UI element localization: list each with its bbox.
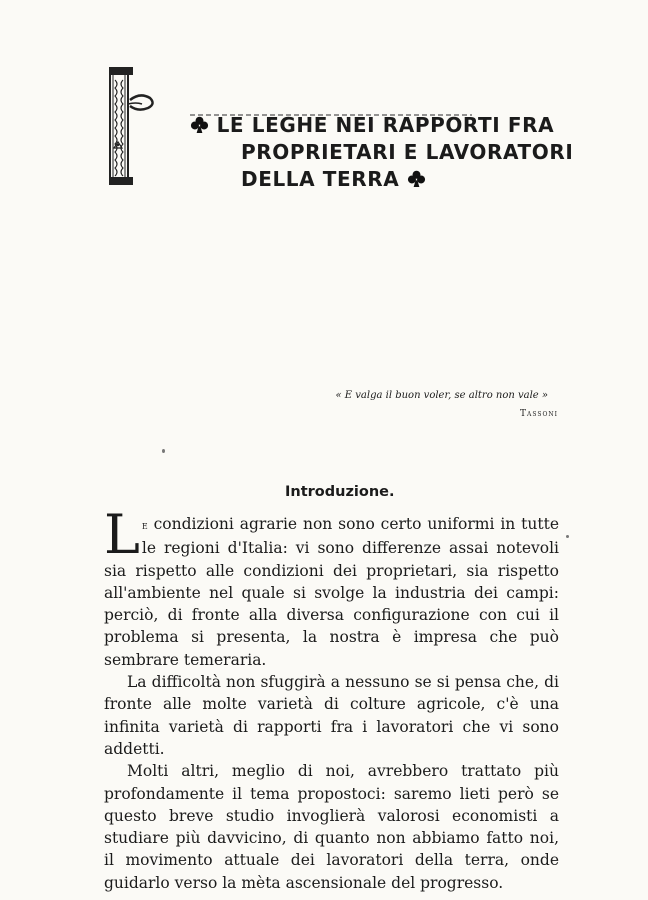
section-heading: Introduzione. xyxy=(285,484,395,500)
title-line-1 xyxy=(190,113,554,137)
paragraph-1 xyxy=(104,503,559,671)
drop-cap-continuation: e xyxy=(141,519,148,532)
title-text-2: PROPRIETARI E LAVORATORI xyxy=(241,140,574,164)
drop-cap: L xyxy=(104,503,140,566)
paragraph-1-text: condizioni agrarie non sono certo uniformi in tutte le regioni d'Italia: vi sono differenze assai notevoli sia rispetto alle condizioni dei proprietari, sia rispetto all'ambiente nel quale si svolge la industria dei campi: perciò, di fronte alla diversa configurazione con cui il problema si presenta, la nostra è impresa che può sembrare temeraria. xyxy=(104,515,559,669)
title-dashed-rule xyxy=(190,102,472,106)
paragraph-3: Molti altri, meglio di noi, avrebbero trattato più profondamente il tema propostoci: saremo lieti però se questo breve studio invoglierà valorosi economisti a studiare più davvicino, di quanto non abbiamo fatto noi, il movimento attuale dei lavoratori della terra, onde guidarlo verso la mèta ascensionale del progresso. xyxy=(104,762,559,892)
ornamental-letter-i-icon xyxy=(108,66,156,186)
page-speck xyxy=(162,449,165,453)
title-line-2 xyxy=(241,140,573,164)
title-text-1: LE LEGHE NEI RAPPORTI FRA xyxy=(216,113,555,137)
club-ornament-icon xyxy=(190,115,209,134)
title-line-3 xyxy=(241,167,426,191)
paragraph-2: La difficoltà non sfuggirà a nessuno se si pensa che, di fronte alle molte varietà di colture agricole, c'è una infinita varietà di rapporti fra i lavoratori che vi sono addetti. xyxy=(104,673,559,758)
club-ornament-icon xyxy=(407,169,426,188)
body-text xyxy=(104,503,560,894)
epigraph-quote: « E valga il buon voler, se altro non vale » xyxy=(335,390,548,401)
epigraph-author: Tassoni xyxy=(520,409,558,419)
title-text-3: DELLA TERRA xyxy=(241,167,400,191)
page-speck xyxy=(566,535,569,538)
